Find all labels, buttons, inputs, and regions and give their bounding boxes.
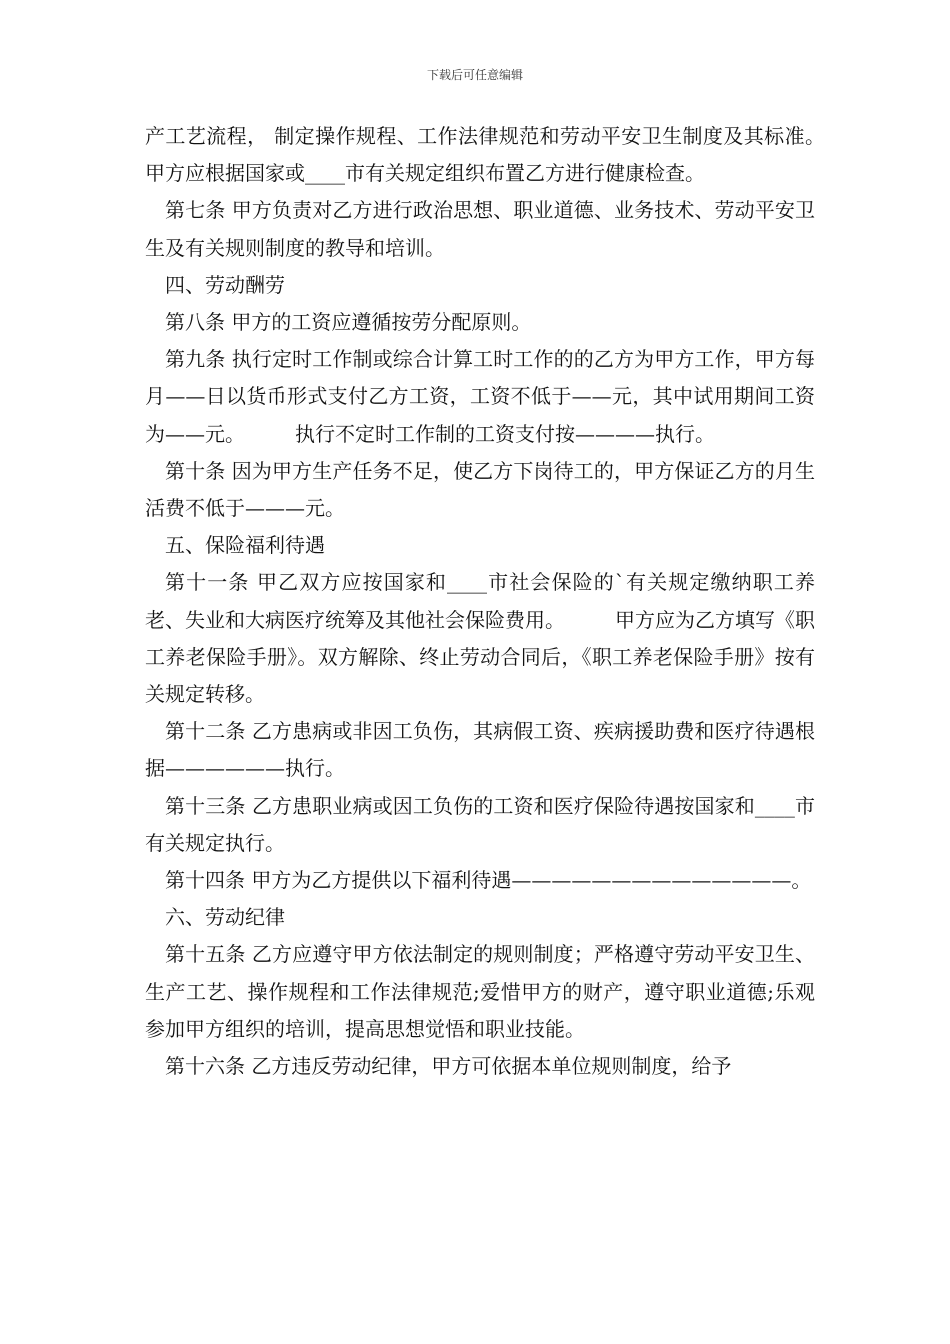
paragraph: 第八条 甲方的工资应遵循按劳分配原则。 — [165, 310, 532, 335]
paragraph: 第十一条 甲乙双方应按国家和____市社会保险的`有关规定缴纳职工养老、失业和大病医疗统筹及其他社会保险费用。 甲方应为乙方填写《职工养老保险手册》。双方解除、终止劳动合同后，《职工养老保险手册》按有关规定转移。 — [145, 570, 815, 707]
paragraph: 第十五条 乙方应遵守甲方依法制定的规则制度；严格遵守劳动平安卫生、生产工艺、操作规程和工作法律规范;爱惜甲方的财产，遵守职业道德;乐观参加甲方组织的培训，提高思想觉悟和职业技能。 — [145, 942, 815, 1041]
paragraph: 第九条 执行定时工作制或综合计算工时工作的的乙方为甲方工作，甲方每月——日以货币形式支付乙方工资，工资不低于——元，其中试用期间工资为——元。 执行不定时工作制的工资支付按————执行。 — [145, 347, 815, 446]
section-heading: 四、劳动酬劳 — [165, 272, 285, 297]
section-heading: 五、保险福利待遇 — [165, 533, 325, 558]
paragraph: 第七条 甲方负责对乙方进行政治思想、职业道德、业务技术、劳动平安卫生及有关规则制度的教导和培训。 — [145, 198, 815, 260]
document-body — [145, 118, 875, 1085]
paragraph: 产工艺流程， 制定操作规程、工作法律规范和劳动平安卫生制度及其标准。 甲方应根据国家或____市有关规定组织布置乙方进行健康检查。 — [145, 124, 875, 186]
paragraph: 第十六条 乙方违反劳动纪律，甲方可依据本单位规则制度，给予 — [165, 1054, 732, 1079]
paragraph: 第十四条 甲方为乙方提供以下福利待遇——————————————。 — [165, 868, 812, 893]
paragraph: 第十二条 乙方患病或非因工负伤，其病假工资、疾病援助费和医疗待遇根据——————执行。 — [145, 719, 815, 781]
page-header: 下载后可任意编辑 — [426, 68, 523, 82]
paragraph: 第十三条 乙方患职业病或因工负伤的工资和医疗保险待遇按国家和____市有关规定执行。 — [145, 793, 815, 855]
paragraph: 第十条 因为甲方生产任务不足，使乙方下岗待工的，甲方保证乙方的月生活费不低于———元。 — [145, 458, 815, 521]
section-heading: 六、劳动纪律 — [165, 905, 285, 930]
